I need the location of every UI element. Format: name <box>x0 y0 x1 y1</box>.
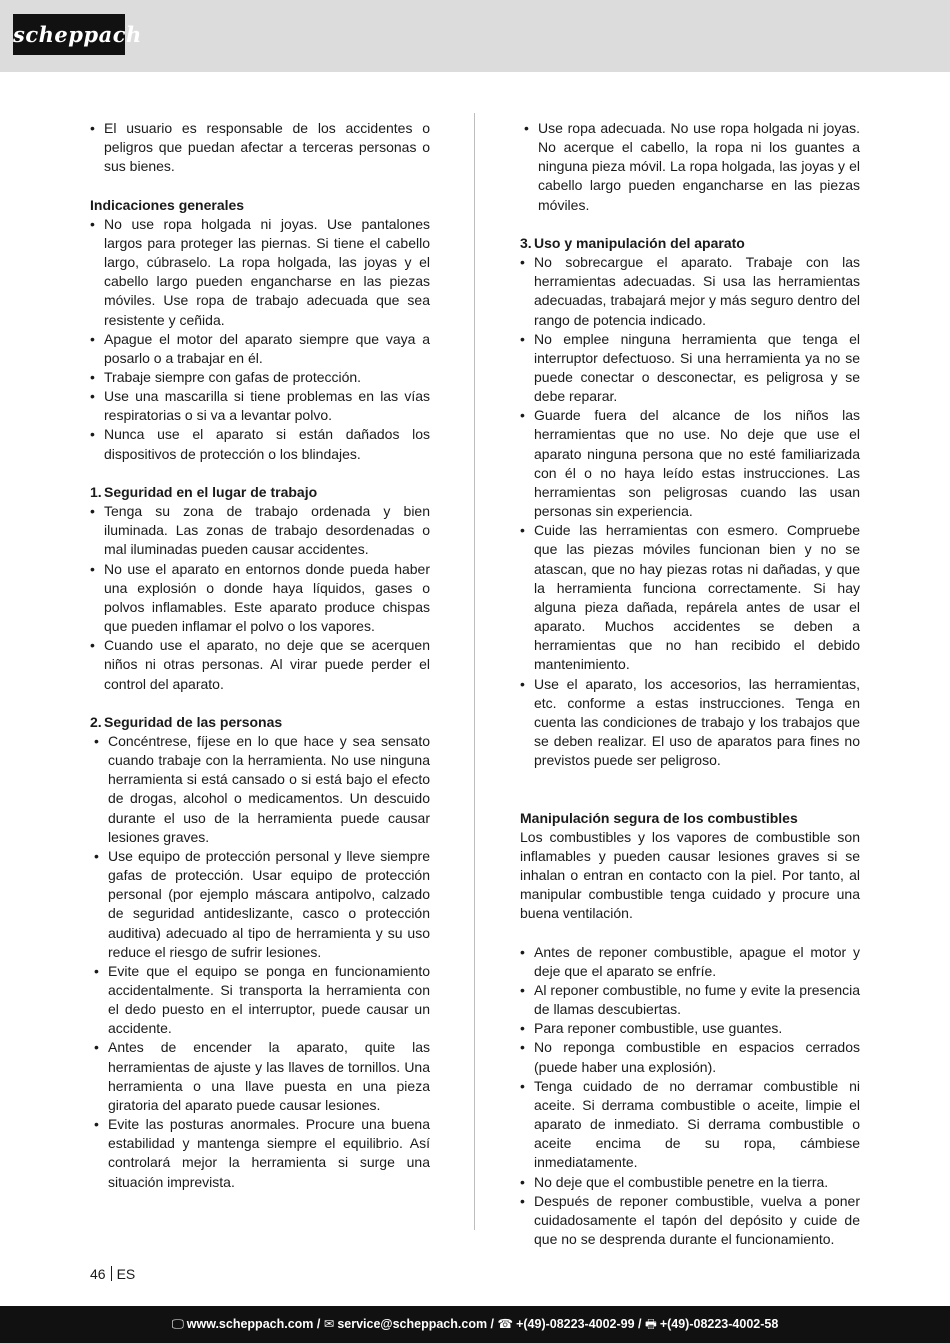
page-header <box>0 0 950 72</box>
list-item: • Tenga su zona de trabajo ordenada y bien iluminada. Las zonas de trabajo desordenadas o mal iluminadas pueden causar accidentes. <box>90 502 430 559</box>
fuel-paragraph: Los combustibles y los vapores de combustible son inflamables y pueden causar lesiones graves si se inhalan o entran en contacto con la piel. Por tanto, al manipular combustible tenga cuidado y procure una buena ventilación. <box>520 828 860 922</box>
section-heading-personal <box>90 713 430 732</box>
list-item: • Trabaje siempre con gafas de protección. <box>90 368 430 387</box>
list-item: • Para reponer combustible, use guantes. <box>520 1019 860 1038</box>
list-item: • Antes de reponer combustible, apague el motor y deje que el aparato se enfríe. <box>520 943 860 981</box>
intro-list <box>90 119 430 176</box>
column-divider <box>474 113 475 1230</box>
footer-phone: +(49)-08223-4002-99 <box>516 1317 635 1331</box>
list-item: • Evite las posturas anormales. Procure una buena estabilidad y mantenga siempre el equilibrio. Así controlará mejor la herramienta si surge una situación imprevista. <box>90 1115 430 1192</box>
computer-icon: 🖵 <box>171 1317 184 1331</box>
list-item: • Nunca use el aparato si están dañados los dispositivos de protección o los blindajes. <box>90 425 430 463</box>
list-item: • Apague el motor del aparato siempre que vaya a posarlo o a trabajar en él. <box>90 330 430 368</box>
list-item: • No deje que el combustible penetre en la tierra. <box>520 1173 860 1192</box>
page-number-value: 46 <box>90 1266 106 1282</box>
list-item: • Evite que el equipo se ponga en funcionamiento accidentalmente. Si transporta la herramienta con el dedo puesto en el interruptor, puede causar un accidente. <box>90 962 430 1039</box>
general-list <box>90 215 430 464</box>
list-item: • No sobrecargue el aparato. Trabaje con las herramientas adecuadas. Si usa las herramientas adecuadas, trabajará mejor y más seguro dentro del rango de potencia indicado. <box>520 253 860 330</box>
right-column <box>520 119 860 1249</box>
list-item: • Concéntrese, fíjese en lo que hace y sea sensato cuando trabaje con la herramienta. No use ninguna herramienta si está cansado o si está bajo el efecto de drogas, alcohol o medicamentos. Un descuido durante el uso de la herramienta puede causar lesiones graves. <box>90 732 430 847</box>
section-heading-usage <box>520 234 860 253</box>
list-item: • Use una mascarilla si tiene problemas en las vías respiratorias o si va a levantar polvo. <box>90 387 430 425</box>
page-footer: 🖵 www.scheppach.com / ✉ service@scheppach.com / ☎ +(49)-08223-4002-99 / 🖶 +(49)-08223-4002-58 <box>0 1306 950 1343</box>
section-title: Uso y manipulación del aparato <box>534 234 745 251</box>
list-item: • Use equipo de protección personal y lleve siempre gafas de protección. Usar equipo de protección personal (por ejemplo máscara antipolvo, calzado de seguridad antideslizante, casco o protección auditiva) adecuado al tipo de herramienta y su uso reduce el riesgo de sufrir lesiones. <box>90 847 430 962</box>
section-number: 3. <box>520 234 532 251</box>
footer-fax: +(49)-08223-4002-58 <box>659 1317 779 1331</box>
personal-list <box>90 732 430 1192</box>
fuel-list <box>520 943 860 1250</box>
section-heading-workplace <box>90 483 430 502</box>
footer-email[interactable]: service@scheppach.com <box>337 1317 488 1331</box>
list-item: • Antes de encender la aparato, quite las herramientas de ajuste y las llaves de tornillos. Una herramienta o una llave puesta en una pieza giratoria del aparato puede causar lesiones. <box>90 1038 430 1115</box>
fax-icon: 🖶 <box>645 1317 657 1331</box>
list-item: • No use el aparato en entornos donde pueda haber una explosión o donde haya líquidos, gases o polvos inflamables. Este aparato produce chispas que pueden inflamar el polvo o los vapores. <box>90 560 430 637</box>
list-item: • Al reponer combustible, no fume y evite la presencia de llamas descubiertas. <box>520 981 860 1019</box>
page-number <box>90 1265 135 1283</box>
phone-icon: ☎ <box>497 1317 514 1331</box>
section-number: 1. <box>90 483 102 500</box>
list-item: • Guarde fuera del alcance de los niños las herramientas que no use. No deje que use el aparato ninguna persona que no esté familiarizada con él o no haya leído estas instrucciones. Las herramientas son peligrosas cuando las usan personas sin experiencia. <box>520 406 860 521</box>
list-item: • El usuario es responsable de los accidentes o peligros que puedan afectar a terceras personas o sus bienes. <box>90 119 430 176</box>
mail-icon: ✉ <box>323 1317 335 1331</box>
section-heading-fuel: Manipulación segura de los combustibles <box>520 809 798 826</box>
list-item: • No emplee ninguna herramienta que tenga el interruptor defectuoso. Si una herramienta ya no se puede conectar o desconectar, es peligrosa y se debe reparar. <box>520 330 860 407</box>
left-column <box>90 119 430 1192</box>
footer-website[interactable]: www.scheppach.com <box>186 1317 314 1331</box>
list-item: • No reponga combustible en espacios cerrados (puede haber una explosión). <box>520 1038 860 1076</box>
section-title: Seguridad en el lugar de trabajo <box>104 483 318 500</box>
workplace-list <box>90 502 430 694</box>
section-heading-general: Indicaciones generales <box>90 196 245 213</box>
section-number: 2. <box>90 713 102 730</box>
intro-list <box>520 119 860 215</box>
scheppach-logo: scheppach <box>13 14 125 55</box>
list-item: • Cuando use el aparato, no deje que se acerquen niños ni otras personas. Al virar puede perder el control del aparato. <box>90 636 430 693</box>
section-title: Seguridad de las personas <box>104 713 283 730</box>
page-number-separator <box>111 1266 112 1281</box>
usage-list <box>520 253 860 770</box>
list-item: • Tenga cuidado de no derramar combustible ni aceite. Si derrama combustible o aceite, limpie el aparato de inmediato. Si derrama combustible o aceite encima de su ropa, cámbiese inmediatamente. <box>520 1077 860 1173</box>
list-item: • Cuide las herramientas con esmero. Compruebe que las piezas móviles funcionan bien y no se atascan, que no hay piezas rotas ni dañadas, y que la herramienta funciona correctamente. Si hay alguna pieza dañada, repárela antes de usar el aparato. Muchos accidentes se deben a herramientas que no han recibido el debido mantenimiento. <box>520 521 860 674</box>
list-item: • No use ropa holgada ni joyas. Use pantalones largos para proteger las piernas. Si tiene el cabello largo, cúbraselo. La ropa holgada, las joyas y el cabello largo pueden engancharse en las piezas móviles. Use ropa de trabajo adecuada que sea resistente y ceñida. <box>90 215 430 330</box>
page-language: ES <box>116 1266 136 1282</box>
list-item: • Use el aparato, los accesorios, las herramientas, etc. conforme a estas instrucciones. Tenga en cuenta las condiciones de trabajo y los trabajos que se deben realizar. El uso de aparatos para fines no previstos puede ser peligroso. <box>520 675 860 771</box>
list-item: • Use ropa adecuada. No use ropa holgada ni joyas. No acerque el cabello, la ropa ni los guantes a ninguna pieza móvil. La ropa holgada, las joyas y el cabello largo pueden engancharse en las piezas móviles. <box>520 119 860 215</box>
list-item: • Después de reponer combustible, vuelva a poner cuidadosamente el tapón del depósito y cuide de que no se desprenda durante el funcionamiento. <box>520 1192 860 1249</box>
